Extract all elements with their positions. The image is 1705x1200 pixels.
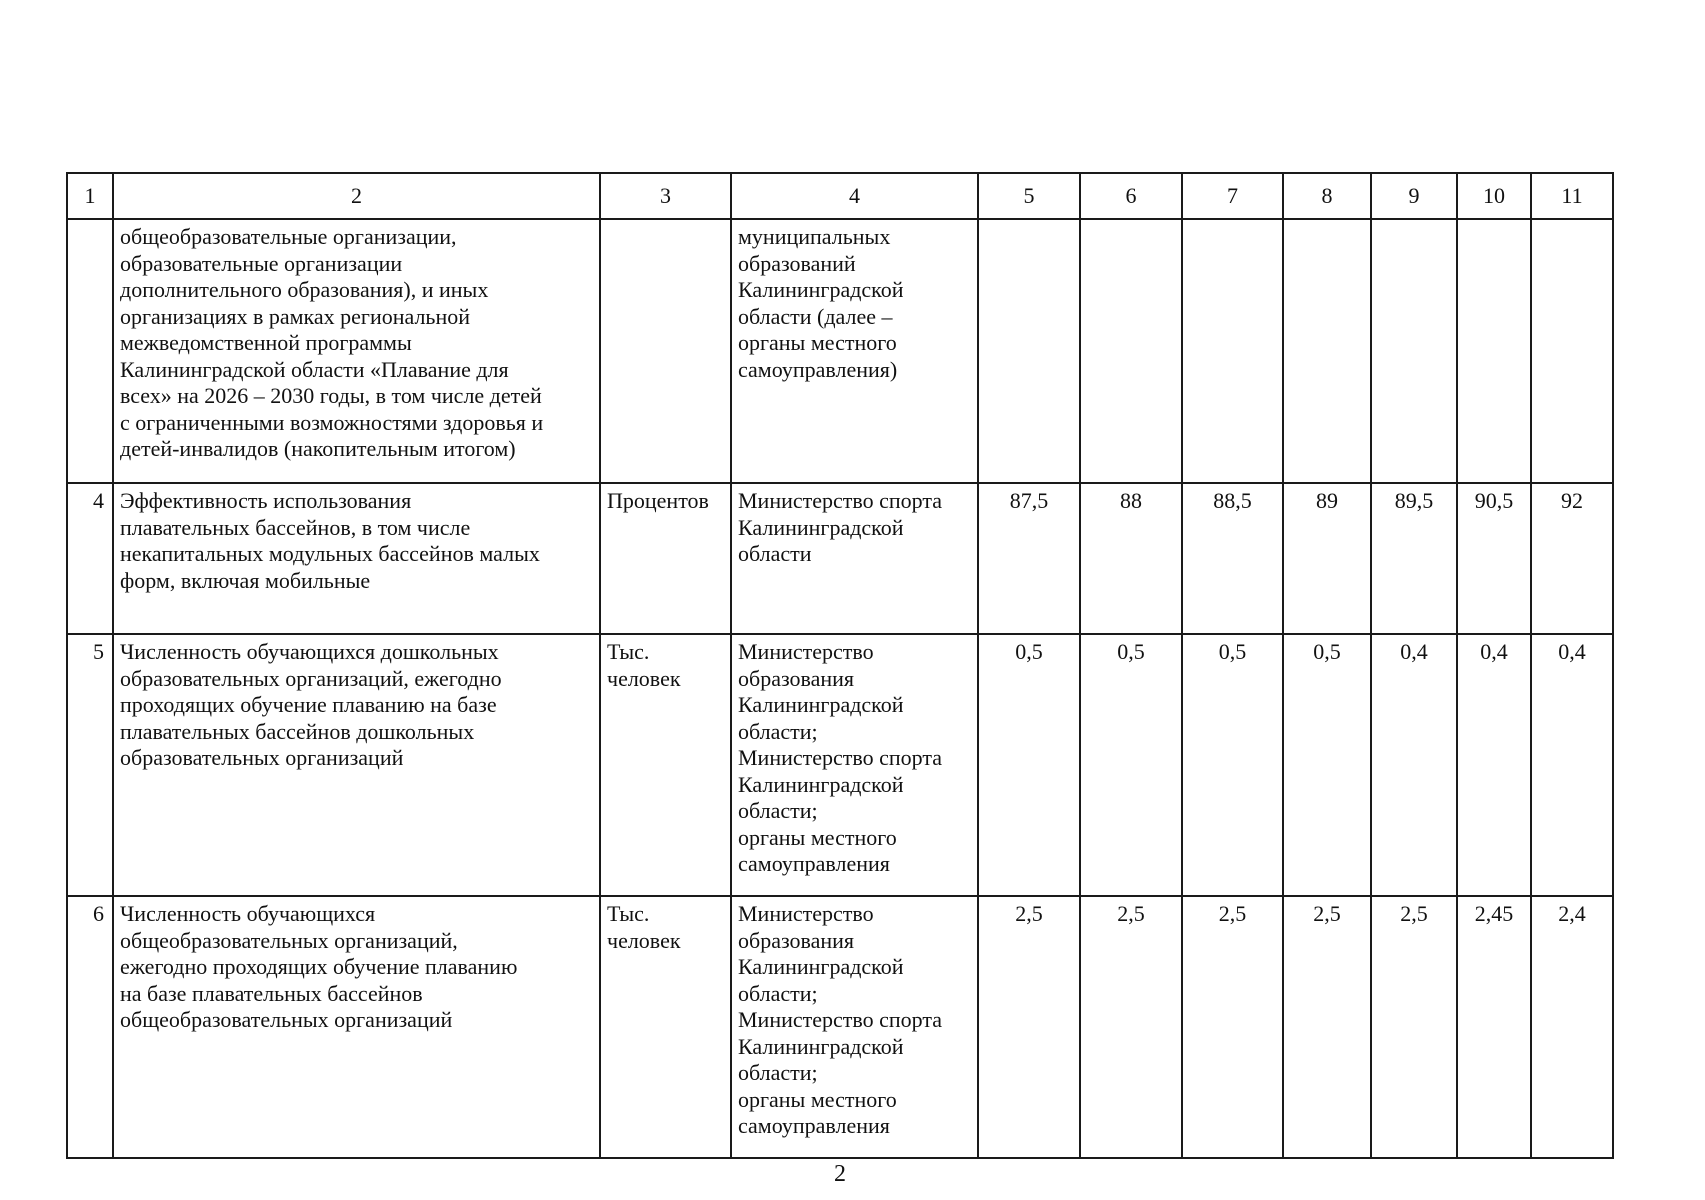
row-number: 5 bbox=[67, 634, 113, 896]
value-cell: 2,5 bbox=[1283, 896, 1371, 1158]
header-cell: 7 bbox=[1182, 173, 1283, 219]
value-cell: 2,5 bbox=[1080, 896, 1182, 1158]
indicator-name: Эффективность использования плавательных бассейнов, в том числе некапитальных модульных бассейнов малых форм, включая мобильные bbox=[113, 483, 600, 634]
indicators-table bbox=[66, 172, 1614, 1159]
header-cell: 2 bbox=[113, 173, 600, 219]
header-cell: 10 bbox=[1457, 173, 1531, 219]
value-cell: 2,45 bbox=[1457, 896, 1531, 1158]
header-cell: 4 bbox=[731, 173, 978, 219]
value-cell: 0,4 bbox=[1371, 634, 1457, 896]
value-cell: 92 bbox=[1531, 483, 1613, 634]
value-cell bbox=[1371, 219, 1457, 483]
header-cell: 11 bbox=[1531, 173, 1613, 219]
header-cell: 9 bbox=[1371, 173, 1457, 219]
table-row bbox=[67, 219, 1613, 483]
unit-cell bbox=[600, 219, 731, 483]
indicator-name: общеобразовательные организации, образовательные организации дополнительного образования), и иных организациях в рамках региональной межведомственной программы Калининградской области «Плавание для всех» на 2026 – 2030 годы, в том числе детей с ограниченными возможностями здоровья и детей-инвалидов (накопительным итогом) bbox=[113, 219, 600, 483]
row-number bbox=[67, 219, 113, 483]
row-number: 4 bbox=[67, 483, 113, 634]
unit-cell: Процентов bbox=[600, 483, 731, 634]
responsible-cell: Министерство образования Калининградской области; Министерство спорта Калининградской области; органы местного самоуправления bbox=[731, 896, 978, 1158]
header-cell: 8 bbox=[1283, 173, 1371, 219]
value-cell: 0,5 bbox=[1283, 634, 1371, 896]
unit-cell: Тыс. человек bbox=[600, 896, 731, 1158]
value-cell: 0,5 bbox=[1182, 634, 1283, 896]
header-cell: 3 bbox=[600, 173, 731, 219]
value-cell bbox=[1080, 219, 1182, 483]
value-cell: 0,5 bbox=[1080, 634, 1182, 896]
row-number: 6 bbox=[67, 896, 113, 1158]
table-row bbox=[67, 634, 1613, 896]
table-row bbox=[67, 483, 1613, 634]
value-cell bbox=[1531, 219, 1613, 483]
value-cell: 88,5 bbox=[1182, 483, 1283, 634]
indicator-name: Численность обучающихся общеобразовательных организаций, ежегодно проходящих обучение плаванию на базе плавательных бассейнов общеобразовательных организаций bbox=[113, 896, 600, 1158]
table-header-row bbox=[67, 173, 1613, 219]
responsible-cell: муниципальных образований Калининградской области (далее – органы местного самоуправления) bbox=[731, 219, 978, 483]
responsible-cell: Министерство спорта Калининградской области bbox=[731, 483, 978, 634]
value-cell: 0,4 bbox=[1531, 634, 1613, 896]
indicator-name: Численность обучающихся дошкольных образовательных организаций, ежегодно проходящих обучение плаванию на базе плавательных бассейнов дошкольных образовательных организаций bbox=[113, 634, 600, 896]
value-cell bbox=[978, 219, 1080, 483]
header-cell: 1 bbox=[67, 173, 113, 219]
value-cell: 2,5 bbox=[1182, 896, 1283, 1158]
value-cell bbox=[1182, 219, 1283, 483]
value-cell: 89 bbox=[1283, 483, 1371, 634]
header-cell: 5 bbox=[978, 173, 1080, 219]
unit-cell: Тыс. человек bbox=[600, 634, 731, 896]
header-cell: 6 bbox=[1080, 173, 1182, 219]
value-cell: 87,5 bbox=[978, 483, 1080, 634]
page-number: 2 bbox=[834, 1161, 846, 1187]
value-cell: 90,5 bbox=[1457, 483, 1531, 634]
responsible-cell: Министерство образования Калининградской области; Министерство спорта Калининградской области; органы местного самоуправления bbox=[731, 634, 978, 896]
value-cell: 89,5 bbox=[1371, 483, 1457, 634]
value-cell: 88 bbox=[1080, 483, 1182, 634]
value-cell bbox=[1283, 219, 1371, 483]
value-cell: 2,5 bbox=[1371, 896, 1457, 1158]
value-cell: 0,5 bbox=[978, 634, 1080, 896]
value-cell bbox=[1457, 219, 1531, 483]
value-cell: 0,4 bbox=[1457, 634, 1531, 896]
table-row bbox=[67, 896, 1613, 1158]
value-cell: 2,4 bbox=[1531, 896, 1613, 1158]
value-cell: 2,5 bbox=[978, 896, 1080, 1158]
